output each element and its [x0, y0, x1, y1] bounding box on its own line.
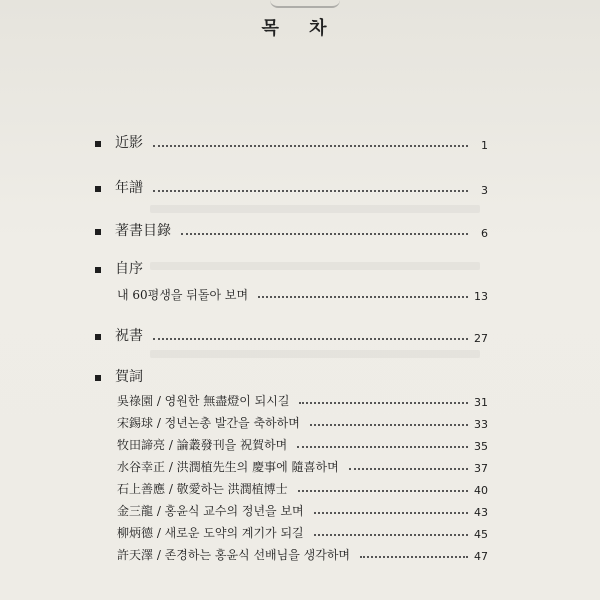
toc-entry[interactable]	[117, 543, 488, 563]
leader-dots	[258, 295, 468, 298]
leader-dots	[314, 533, 468, 536]
entry-label: 金三龍 / 홍윤식 교수의 정년을 보며	[117, 504, 304, 518]
bullet-icon	[95, 186, 101, 192]
leader-dots	[310, 423, 468, 426]
entry-label: 宋錫球 / 정년논총 발간을 축하하며	[117, 416, 300, 430]
header-ornament	[270, 0, 340, 8]
leader-dots	[153, 144, 468, 147]
page-number: 43	[474, 506, 488, 519]
toc-entry[interactable]	[117, 499, 488, 519]
section-title: 自序	[115, 261, 143, 277]
page-number: 13	[474, 290, 488, 303]
entry-label: 祝書	[115, 328, 143, 344]
leader-dots	[360, 555, 468, 558]
section-title: 賀詞	[115, 369, 143, 385]
toc-entry[interactable]	[117, 521, 488, 541]
toc-entry[interactable]	[95, 220, 488, 240]
entry-label: 牧田諦亮 / 論叢發刊을 祝賀하며	[117, 438, 288, 452]
leader-dots	[314, 511, 468, 514]
entry-label: 吳祿園 / 영원한 無盡燈이 되시길	[117, 394, 290, 408]
toc-entry[interactable]	[117, 411, 488, 431]
leader-dots	[349, 467, 468, 470]
toc-entry[interactable]	[117, 389, 488, 409]
page-number: 6	[481, 227, 488, 240]
toc-entry[interactable]	[117, 477, 488, 497]
page-number: 37	[474, 462, 488, 475]
toc-entry[interactable]	[117, 455, 488, 475]
bullet-icon	[95, 375, 101, 381]
bleed-through-text	[150, 350, 480, 358]
page-number: 31	[474, 396, 488, 409]
leader-dots	[153, 337, 468, 340]
entry-label: 水谷幸正 / 洪潤植先生의 慶事에 隨喜하며	[117, 460, 339, 474]
bullet-icon	[95, 229, 101, 235]
leader-dots	[299, 401, 468, 404]
page-number: 1	[481, 139, 488, 152]
bleed-through-text	[150, 262, 480, 270]
page-title: 목 차	[261, 18, 339, 39]
leader-dots	[297, 445, 468, 448]
section-heading	[95, 366, 143, 386]
entry-label: 著書目錄	[115, 223, 171, 239]
leader-dots	[298, 489, 468, 492]
leader-dots	[181, 232, 468, 235]
toc-entry[interactable]	[95, 132, 488, 152]
toc-entry[interactable]	[117, 433, 488, 453]
page-number: 27	[474, 332, 488, 345]
page-number: 3	[481, 184, 488, 197]
entry-label: 許天澤 / 존경하는 홍윤식 선배님을 생각하며	[117, 548, 350, 562]
section-heading	[95, 258, 143, 278]
entry-label: 近影	[115, 135, 143, 151]
page-number: 40	[474, 484, 488, 497]
toc-entry[interactable]	[95, 177, 488, 197]
bullet-icon	[95, 141, 101, 147]
entry-label: 柳炳德 / 새로운 도약의 계기가 되길	[117, 526, 304, 540]
bullet-icon	[95, 334, 101, 340]
page-number: 33	[474, 418, 488, 431]
page-number: 47	[474, 550, 488, 563]
toc-entry[interactable]	[117, 283, 488, 303]
page-number: 45	[474, 528, 488, 541]
entry-label: 내 60평생을 뒤돌아 보며	[117, 288, 249, 302]
bullet-icon	[95, 267, 101, 273]
entry-label: 年譜	[115, 180, 143, 196]
bleed-through-text	[150, 205, 480, 213]
leader-dots	[153, 189, 468, 192]
page-number: 35	[474, 440, 488, 453]
toc-entry[interactable]	[95, 325, 488, 345]
entry-label: 石上善應 / 敬愛하는 洪潤植博士	[117, 482, 288, 496]
